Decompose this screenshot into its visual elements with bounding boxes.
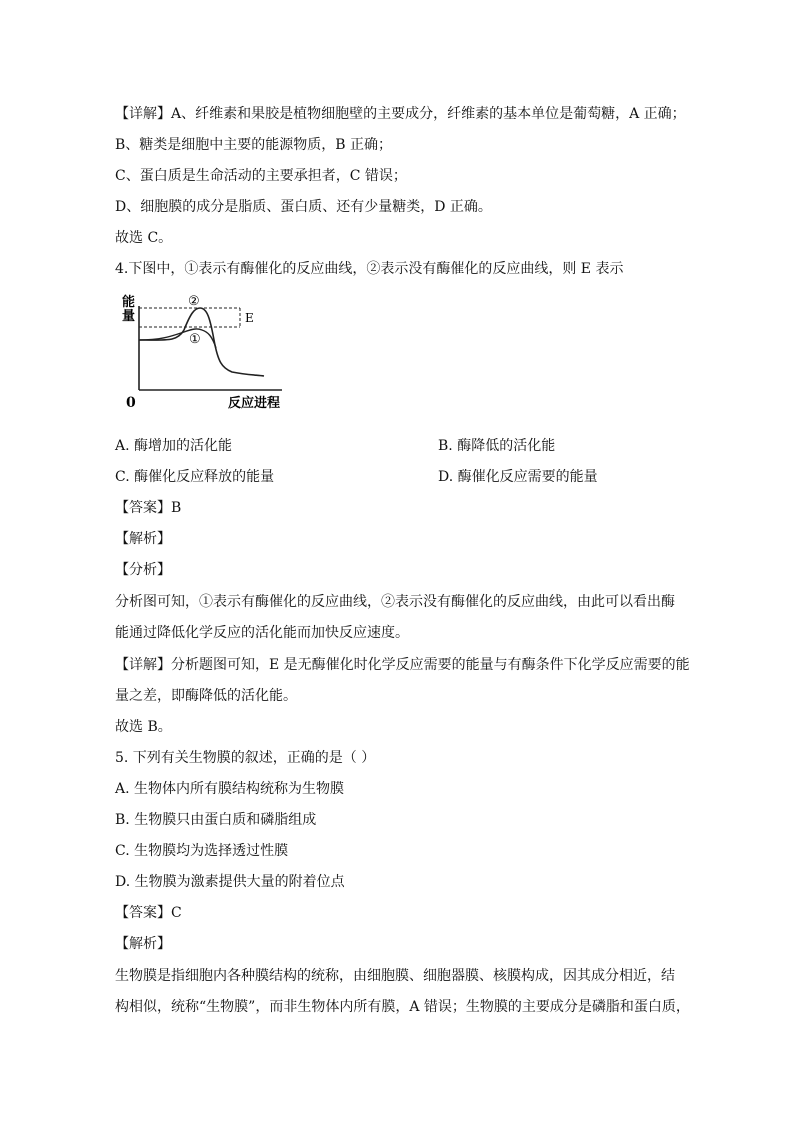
option-a: A. 酶增加的活化能 [115, 438, 233, 454]
analysis-subheading: 【分析】 [115, 562, 171, 578]
y-axis-label-2: 量 [122, 309, 136, 324]
answer-label: 【答案】C [115, 905, 182, 921]
answer-label: 【答案】B [115, 500, 182, 516]
e-label: E [245, 311, 254, 325]
text-line: 构相似，统称“生物膜”，而非生物体内所有膜，A 错误；生物膜的主要成分是磷脂和蛋白质， [115, 999, 690, 1015]
option-d: D. 生物膜为激素提供大量的附着位点 [115, 874, 345, 890]
option-d: D. 酶催化反应需要的能量 [438, 469, 598, 485]
option-c: C. 生物膜均为选择透过性膜 [115, 843, 289, 859]
text-line: 故选 B。 [115, 719, 172, 735]
energy-diagram [112, 290, 292, 415]
text-line: 【详解】A、纤维素和果胶是植物细胞壁的主要成分，纤维素的基本单位是葡萄糖，A 正确； [115, 106, 686, 122]
origin-label: 0 [126, 395, 136, 411]
question-4: 4.下图中，①表示有酶催化的反应曲线，②表示没有酶催化的反应曲线，则 E 表示 [115, 261, 624, 277]
text-line: 故选 C。 [115, 230, 173, 246]
analysis-heading: 【解析】 [115, 531, 171, 547]
curve-1-label: ① [189, 332, 201, 347]
question-5: 5. 下列有关生物膜的叙述，正确的是（ ） [115, 750, 376, 766]
text-line: 分析图可知，①表示有酶催化的反应曲线，②表示没有酶催化的反应曲线，由此可以看出酶 [115, 594, 675, 610]
text-line: D、细胞膜的成分是脂质、蛋白质、还有少量糖类，D 正确。 [115, 199, 492, 215]
text-line: 量之差，即酶降低的活化能。 [115, 688, 297, 704]
catalyzed-curve [139, 329, 216, 348]
text-line: B、糖类是细胞中主要的能源物质，B 正确； [115, 137, 393, 153]
y-axis-label-1: 能 [122, 295, 136, 310]
option-b: B. 酶降低的活化能 [438, 438, 556, 454]
text-line: 能通过降低化学反应的活化能而加快反应速度。 [115, 625, 409, 641]
analysis-heading: 【解析】 [115, 936, 171, 952]
option-a: A. 生物体内所有膜结构统称为生物膜 [115, 781, 345, 797]
option-b: B. 生物膜只由蛋白质和磷脂组成 [115, 812, 317, 828]
text-line: 【详解】分析题图可知，E 是无酶催化时化学反应需要的能量与有酶条件下化学反应需要的能 [115, 657, 690, 673]
text-line: 生物膜是指细胞内各种膜结构的统称，由细胞膜、细胞器膜、核膜构成，因其成分相近，结 [115, 968, 675, 984]
x-axis-label: 反应进程 [228, 396, 281, 411]
curve-2-label: ② [188, 294, 200, 309]
option-c: C. 酶催化反应释放的能量 [115, 469, 275, 485]
text-line: C、蛋白质是生命活动的主要承担者，C 错误； [115, 168, 407, 184]
